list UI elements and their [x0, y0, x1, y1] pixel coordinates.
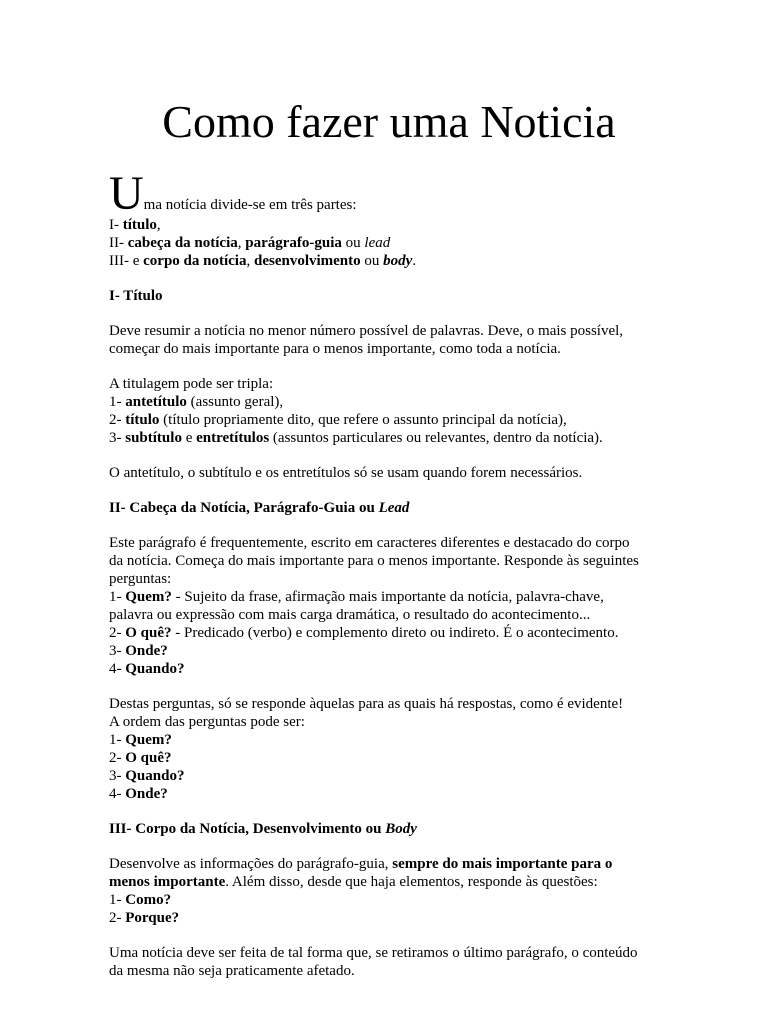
list-item: 1- Quem?	[109, 732, 172, 748]
list-item: 4- Onde?	[109, 786, 168, 802]
list-item: 2- O quê?	[109, 750, 172, 766]
list-item: 3- Quando?	[109, 768, 185, 784]
part-item: I- título,	[109, 217, 161, 233]
document-body	[109, 167, 669, 997]
list-item: 1- Quem? - Sujeito da frase, afirmação mais importante da notícia, palavra-chave,	[109, 589, 604, 605]
part-item: II- cabeça da notícia, parágrafo-guia ou lead	[109, 235, 391, 251]
section-heading: I- Título	[109, 288, 163, 304]
body-paragraph: Desenvolve as informações do parágrafo-guia, sempre do mais importante para o menos importante. Além disso, desde que haja elementos, responde às questões: 1- Como? 2- Porque?	[109, 855, 669, 927]
paragraph: Uma notícia deve ser feita de tal forma que, se retiramos o último parágrafo, o conteúdo da mesma não seja praticamente afetado.	[109, 945, 638, 979]
section-heading: II- Cabeça da Notícia, Parágrafo-Guia ou Lead	[109, 500, 410, 516]
part-item: III- e corpo da notícia, desenvolvimento ou body.	[109, 253, 417, 269]
paragraph: Deve resumir a notícia no menor número possível de palavras. Deve, o mais possível, começar do mais importante para o menos importante, como toda a notícia.	[109, 323, 624, 357]
section-heading: III- Corpo da Notícia, Desenvolvimento ou Body	[109, 821, 417, 837]
paragraph: O antetítulo, o subtítulo e os entretítulos só se usam quando forem necessários.	[109, 465, 583, 481]
order-paragraph: Destas perguntas, só se responde àquelas para as quais há respostas, como é evidente! A ordem das perguntas pode ser: 1- Quem? 2- O quê? 3- Quando? 4- Onde?	[109, 695, 669, 803]
list-item: 3- subtítulo e entretítulos (assuntos particulares ou relevantes, dentro da notícia).	[109, 430, 603, 446]
page-title: Como fazer uma Noticia	[162, 96, 616, 147]
list-item: 2- O quê? - Predicado (verbo) e complemento direto ou indireto. É o acontecimento.	[109, 625, 619, 641]
titulagem-list: A titulagem pode ser tripla: 1- antetítulo (assunto geral), 2- título (título propriamente dito, que refere o assunto principal da notícia), 3- subtítulo e entretítulos (assuntos particulares ou relevantes, dentro da notícia).	[109, 375, 669, 447]
questions-paragraph: Este parágrafo é frequentemente, escrito em caracteres diferentes e destacado do corpo da notícia. Começa do mais importante para o menos importante. Responde às seguintes perguntas: 1- Quem? - Sujeito da frase, afirmação mais importante da notícia, palavra-chave, palavra ou expressão com mais carga dramática, o resultado do acontecimento... 2- O quê? - Predicado (verbo) e complemento direto ou indireto. É o acontecimento. 3- Onde? 4- Quando?	[109, 534, 669, 678]
list-item: 2- Porque?	[109, 910, 180, 926]
list-item: 1- antetítulo (assunto geral),	[109, 394, 284, 410]
list-item: 1- Como?	[109, 892, 172, 908]
intro-text: ma notícia divide-se em três partes:	[143, 197, 357, 213]
list-item: 3- Onde?	[109, 643, 168, 659]
intro-paragraph	[109, 167, 669, 270]
intro-first-line	[109, 167, 669, 220]
list-item: 4- Quando?	[109, 661, 185, 677]
drop-cap: U	[109, 167, 144, 220]
list-item: 2- título (título propriamente dito, que refere o assunto principal da notícia),	[109, 412, 567, 428]
